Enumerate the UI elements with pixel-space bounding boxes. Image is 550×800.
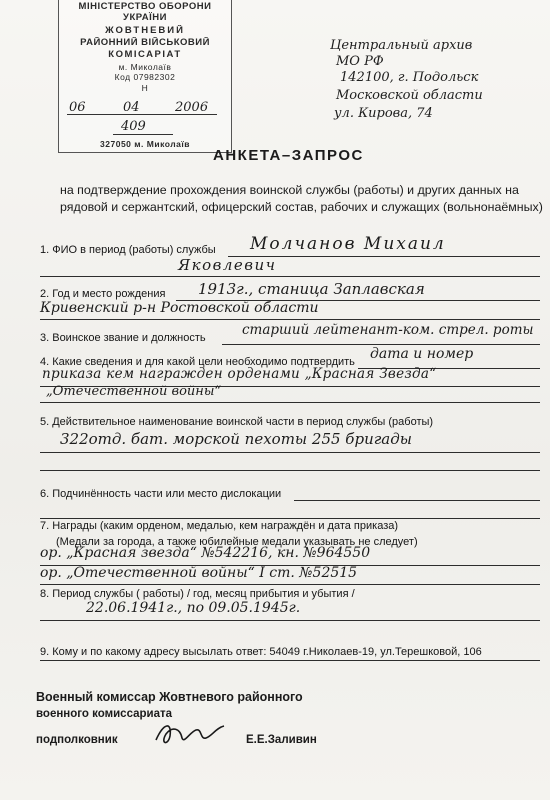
question-4-answer-line-2: приказа кем награжден орденами „Красная Звезда“: [42, 366, 437, 382]
stamp-line-4: РАЙОННИЙ ВІЙСЬКОВИЙ: [80, 37, 210, 48]
question-1-answer-line-2: Яковлевич: [178, 256, 277, 274]
question-6-underline-1: [294, 500, 540, 501]
question-3-underline: [222, 344, 540, 345]
question-3-label: 3. Воинское звание и должность: [40, 332, 206, 344]
recipient-line-1: Центральный архив: [330, 38, 473, 53]
question-1-underline-2: [40, 276, 540, 277]
stamp-reg-number: 409: [121, 119, 146, 134]
question-5-underline-2: [40, 470, 540, 471]
subtitle-line-2: рядовой и сержантский, офицерский состав, рабочих и служащих (вольнонаёмных): [60, 200, 543, 214]
question-1-answer-line-1: Молчанов Михаил: [250, 234, 446, 254]
question-8-label: 8. Период службы ( работы) / год, месяц прибытия и убытия /: [40, 588, 355, 600]
question-2-answer-line-1: 1913г., станица Заплавская: [198, 280, 425, 298]
page-subtitle: [60, 182, 550, 216]
recipient-line-2: МО РФ: [336, 54, 384, 69]
recipient-line-4: Московской области: [336, 88, 483, 103]
stamp-line-8: Н: [141, 83, 149, 93]
stamp-number-line: [113, 134, 173, 135]
question-7-label-line-1: 7. Награды (каким орденом, медалью, кем награждён и дата приказа): [40, 520, 399, 532]
question-6-underline-2: [40, 518, 540, 519]
stamp-date-year: 2006: [175, 100, 209, 115]
subtitle-line-1: на подтверждение прохождения воинской службы (работы) и других данных на: [60, 183, 519, 197]
question-7-label-line-2: (Медали за города, а также юбилейные медали указывать не следует): [56, 536, 418, 548]
stamp-line-6: м. Миколаїв: [118, 62, 172, 72]
stamp-line-1: МІНІСТЕРСТВО ОБОРОНИ: [78, 1, 212, 12]
question-2-label: 2. Год и место рождения: [40, 288, 166, 300]
question-9-label: 9. Кому и по какому адресу высылать ответ: 54049 г.Николаев-19, ул.Терешковой, 106: [40, 646, 482, 658]
question-4-answer-line-1: дата и номер: [370, 346, 474, 362]
signatory-rank: подполковник: [36, 734, 118, 746]
signatory-title-line-1: Военный комиссар Жовтневого районного: [36, 690, 303, 704]
stamp-date-month: 04: [123, 100, 140, 115]
recipient-line-5: ул. Кирова, 74: [334, 106, 433, 121]
recipient-line-3: 142100, г. Подольск: [340, 70, 479, 85]
stamp-line-7: Код 07982302: [114, 72, 176, 82]
question-9-underline: [40, 660, 540, 661]
military-office-stamp: [58, 0, 232, 153]
stamp-line-3: ЖОВТНЕВИЙ: [105, 25, 185, 36]
question-8-answer: 22.06.1941г., по 09.05.1945г.: [86, 600, 301, 616]
question-5-answer: 322отд. бат. морской пехоты 255 бригады: [60, 430, 412, 448]
signatory-name: Е.Е.Заливин: [246, 734, 317, 746]
question-3-answer: старший лейтенант-ком. стрел. роты: [242, 322, 534, 338]
signatory-title-line-2: военного комиссариата: [36, 708, 173, 720]
stamp-line-2: УКРАЇНИ: [123, 12, 167, 23]
handwritten-signature: [150, 718, 230, 748]
stamp-date-day: 06: [69, 100, 86, 115]
question-1-label: 1. ФИО в период (работы) службы: [40, 244, 216, 256]
question-6-label: 6. Подчинённость части или место дислокации: [40, 488, 282, 500]
question-7-answer-line-1: ор. „Красная звезда“ №542216, кн. №964550: [40, 545, 371, 561]
page-title: АНКЕТА–ЗАПРОС: [213, 147, 364, 164]
question-2-answer-line-2: Кривенский р-н Ростовской области: [40, 300, 319, 316]
question-8-underline: [40, 620, 540, 621]
question-5-label: 5. Действительное наименование воинской части в период службы (работы): [40, 416, 434, 428]
question-2-underline-2: [40, 319, 540, 320]
stamp-line-5: КОМІСАРІАТ: [108, 49, 182, 60]
question-7-underline-2: [40, 584, 540, 585]
question-4-underline-3: [40, 402, 540, 403]
question-4-answer-line-3: „Отечественной войны“: [46, 384, 222, 399]
question-5-underline-1: [40, 452, 540, 453]
stamp-postal: 327050 м. Миколаїв: [100, 139, 190, 149]
question-4-label: 4. Какие сведения и для какой цели необходимо подтвердить: [40, 356, 355, 368]
question-7-answer-line-2: ор. „Отечественной войны“ I ст. №52515: [40, 565, 358, 581]
